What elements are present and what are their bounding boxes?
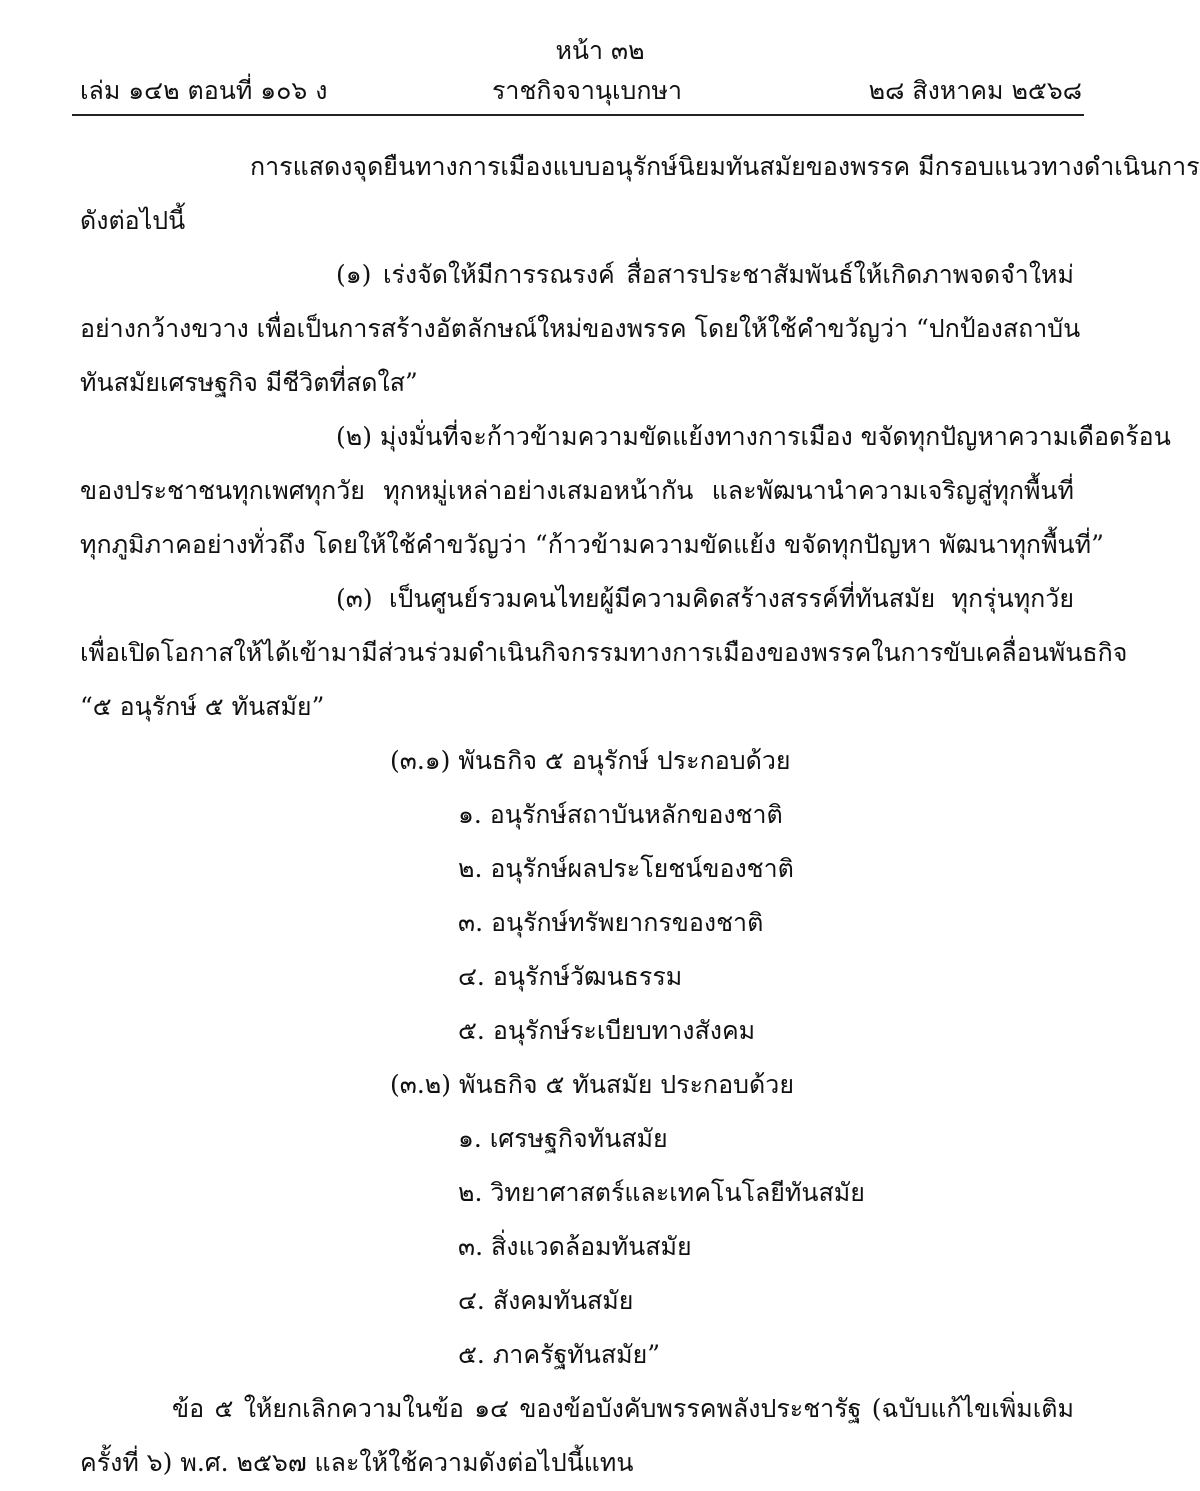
- section-3-1-item: ๓. อนุรักษ์ทรัพยากรของชาติ: [458, 908, 764, 937]
- section-3-1-item: ๒. อนุรักษ์ผลประโยชน์ของชาติ: [458, 854, 794, 883]
- point1-line-3: ทันสมัยเศรษฐกิจ มีชีวิตที่สดใส”: [80, 368, 418, 397]
- section-3-2-item: ๔. สังคมทันสมัย: [458, 1286, 634, 1315]
- section-3-2-item: ๓. สิ่งแวดล้อมทันสมัย: [458, 1232, 692, 1261]
- intro-line-2: ดังต่อไปนี้: [80, 206, 186, 235]
- point2-line-1: (๒) มุ่งมั่นที่จะก้าวข้ามความขัดแย้งทางการเมือง ขจัดทุกปัญหาความเดือดร้อน: [336, 422, 1171, 451]
- publication-title: ราชกิจจานุเบกษา: [492, 76, 683, 105]
- volume-issue: เล่ม ๑๔๒ ตอนที่ ๑๐๖ ง: [80, 76, 328, 105]
- section-3-2-item: ๒. วิทยาศาสตร์และเทคโนโลยีทันสมัย: [458, 1178, 865, 1207]
- header-divider: [72, 114, 1084, 116]
- section-3-2-heading: (๓.๒) พันธกิจ ๕ ทันสมัย ประกอบด้วย: [390, 1070, 794, 1099]
- gazette-header: [80, 74, 1082, 108]
- intro-line-1: การแสดงจุดยืนทางการเมืองแบบอนุรักษ์นิยมทันสมัยของพรรค มีกรอบแนวทางดำเนินการ: [250, 152, 1200, 181]
- point2-line-3: ทุกภูมิภาคอย่างทั่วถึง โดยให้ใช้คำขวัญว่า “ก้าวข้ามความขัดแย้ง ขจัดทุกปัญหา พัฒนาทุกพื้นที่”: [80, 530, 1104, 559]
- page-number: หน้า ๓๒: [555, 36, 645, 65]
- point1-line-1: (๑) เร่งจัดให้มีการรณรงค์ สื่อสารประชาสัมพันธ์ให้เกิดภาพจดจำใหม่: [336, 260, 1074, 289]
- point3-line-2: เพื่อเปิดโอกาสให้ได้เข้ามามีส่วนร่วมดำเนินกิจกรรมทางการเมืองของพรรคในการขับเคลื่อนพันธกิจ: [80, 638, 1128, 667]
- point2-line-2: ของประชาชนทุกเพศทุกวัย ทุกหมู่เหล่าอย่างเสมอหน้ากัน และพัฒนานำความเจริญสู่ทุกพื้นที่: [80, 476, 1074, 505]
- point1-line-2: อย่างกว้างขวาง เพื่อเป็นการสร้างอัตลักษณ์ใหม่ของพรรค โดยให้ใช้คำขวัญว่า “ปกป้องสถาบัน: [80, 314, 1081, 343]
- section-3-1-item: ๑. อนุรักษ์สถาบันหลักของชาติ: [458, 800, 783, 829]
- clause-5-line-2: ครั้งที่ ๖) พ.ศ. ๒๕๖๗ และให้ใช้ความดังต่อไปนี้แทน: [80, 1448, 634, 1477]
- publication-date: ๒๘ สิงหาคม ๒๕๖๘: [868, 76, 1082, 105]
- section-3-1-item: ๔. อนุรักษ์วัฒนธรรม: [458, 962, 683, 991]
- section-3-2-item: ๑. เศรษฐกิจทันสมัย: [458, 1124, 668, 1153]
- section-3-1-item: ๕. อนุรักษ์ระเบียบทางสังคม: [458, 1016, 756, 1045]
- clause-5-line-1: ข้อ ๕ ให้ยกเลิกความในข้อ ๑๔ ของข้อบังคับพรรคพลังประชารัฐ (ฉบับแก้ไขเพิ่มเติม: [172, 1394, 1074, 1423]
- point3-line-1: (๓) เป็นศูนย์รวมคนไทยผู้มีความคิดสร้างสรรค์ที่ทันสมัย ทุกรุ่นทุกวัย: [336, 584, 1074, 613]
- section-3-1-heading: (๓.๑) พันธกิจ ๕ อนุรักษ์ ประกอบด้วย: [390, 746, 791, 775]
- section-3-2-item: ๕. ภาครัฐทันสมัย”: [458, 1340, 661, 1369]
- point3-line-3: “๕ อนุรักษ์ ๕ ทันสมัย”: [80, 692, 325, 721]
